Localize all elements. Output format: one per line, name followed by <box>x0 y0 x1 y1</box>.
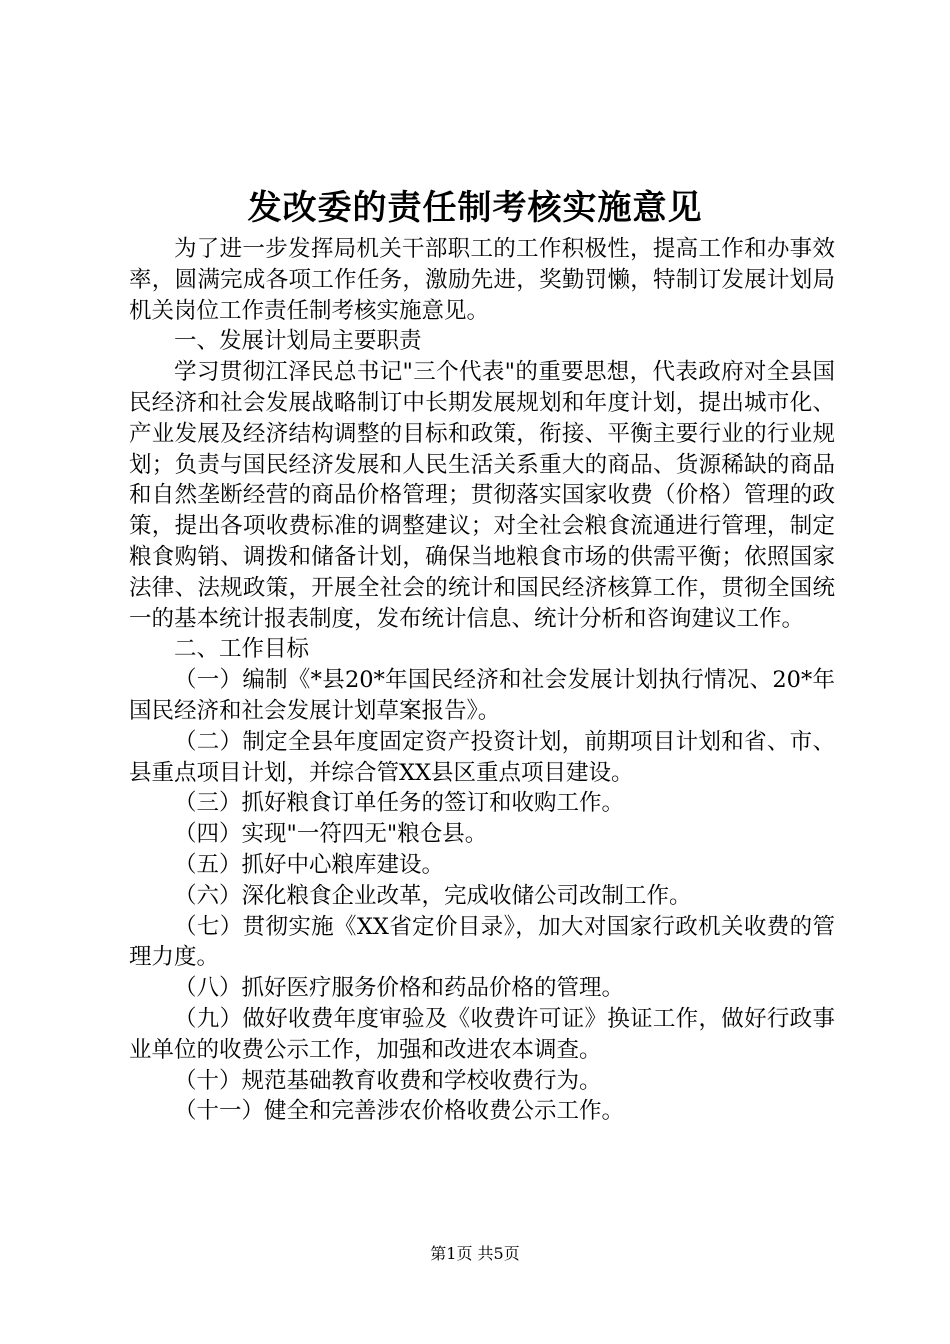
responsibilities-paragraph: 学习贯彻江泽民总书记"三个代表"的重要思想，代表政府对全县国民经济和社会发展战略制订中长期发展规划和年度计划，提出城市化、产业发展及经济结构调整的目标和政策，衔接、平衡主要行业的行业规划；负责与国民经济发展和人民生活关系重大的商品、货源稀缺的商品和自然垄断经营的商品价格管理；贯彻落实国家收费（价格）管理的政策，提出各项收费标准的调整建议；对全社会粮食流通进行管理，制定粮食购销、调拨和储备计划，确保当地粮食市场的供需平衡；依照国家法律、法规政策，开展全社会的统计和国民经济核算工作，贯彻全国统一的基本统计报表制度，发布统计信息、统计分析和咨询建议工作。 <box>129 359 835 632</box>
document-body <box>129 234 835 1127</box>
goal-item-5: （五）抓好中心粮库建设。 <box>174 851 445 878</box>
goal-item-9: （九）做好收费年度审验及《收费许可证》换证工作，做好行政事业单位的收费公示工作，加强和改进农本调查。 <box>129 1005 835 1063</box>
goal-item-4: （四）实现"一符四无"粮仓县。 <box>174 821 488 848</box>
section-heading-responsibilities: 一、发展计划局主要职责 <box>174 328 422 355</box>
goal-item-8: （八）抓好医疗服务价格和药品价格的管理。 <box>174 975 625 1002</box>
goal-item-2: （二）制定全县年度固定资产投资计划，前期项目计划和省、市、县重点项目计划，并综合管XX县区重点项目建设。 <box>129 728 835 786</box>
goal-item-11: （十一）健全和完善涉农价格收费公示工作。 <box>174 1098 625 1125</box>
document-title: 发改委的责任制考核实施意见 <box>247 188 703 228</box>
section-heading-goals: 二、工作目标 <box>174 636 310 663</box>
goal-item-1: （一）编制《*县20*年国民经济和社会发展计划执行情况、20*年国民经济和社会发展计划草案报告》。 <box>129 667 835 724</box>
goal-item-7: （七）贯彻实施《XX省定价目录》，加大对国家行政机关收费的管理力度。 <box>129 913 835 971</box>
goal-item-10: （十）规范基础教育收费和学校收费行为。 <box>174 1067 602 1094</box>
goal-item-6: （六）深化粮食企业改革，完成收储公司改制工作。 <box>174 882 692 909</box>
intro-paragraph: 为了进一步发挥局机关干部职工的工作积极性，提高工作和办事效率，圆满完成各项工作任务，激励先进，奖勤罚懒，特制订发展计划局机关岗位工作责任制考核实施意见。 <box>129 236 835 324</box>
goal-item-3: （三）抓好粮食订单任务的签订和收购工作。 <box>174 790 625 817</box>
page-footer: 第1页 共5页 <box>430 1244 520 1263</box>
